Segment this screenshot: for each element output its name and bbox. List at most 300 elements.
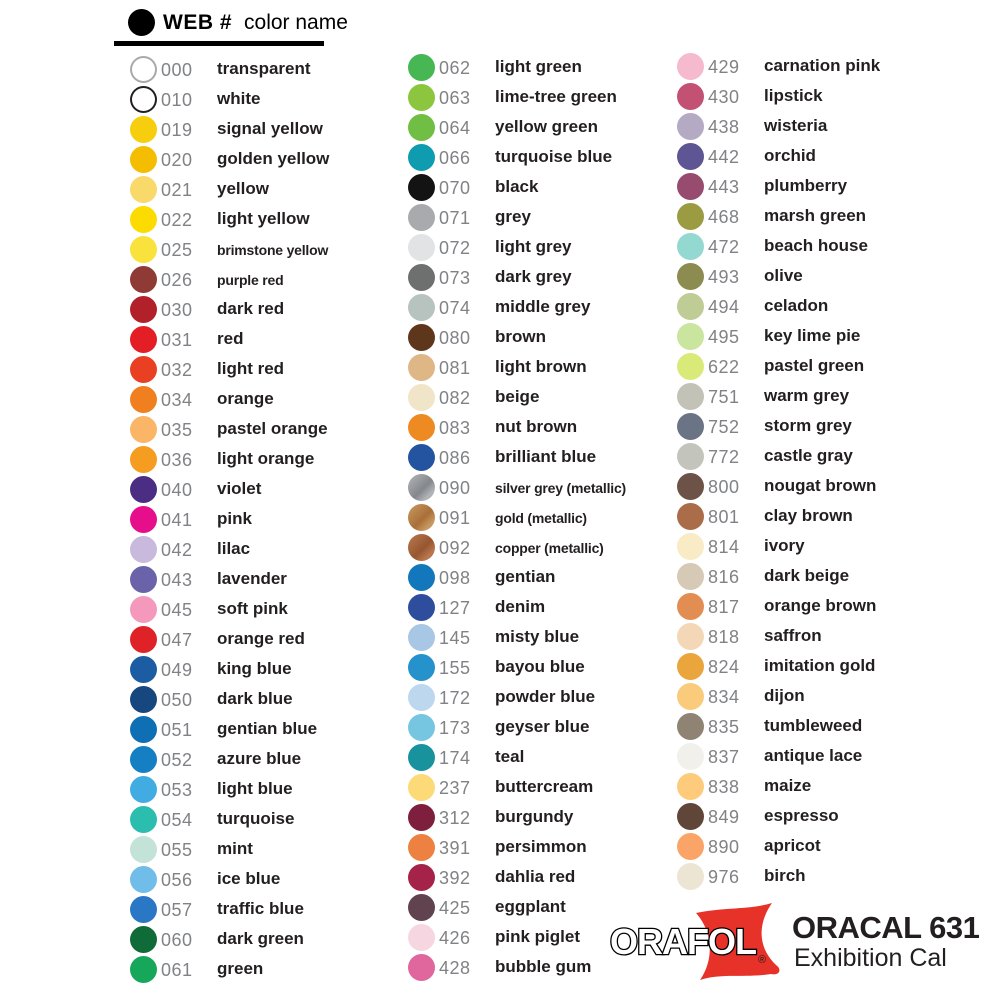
color-row: [130, 325, 408, 355]
color-code: 045: [161, 600, 193, 620]
color-row: [408, 113, 686, 143]
color-row: [408, 173, 686, 203]
color-swatch: [130, 326, 157, 353]
color-swatch: [408, 834, 435, 861]
color-row: [408, 863, 686, 893]
color-name: azure blue: [217, 749, 302, 768]
color-name: espresso: [764, 806, 839, 825]
color-name: imitation gold: [764, 656, 876, 675]
color-code: 426: [439, 928, 471, 948]
color-name: marsh green: [764, 206, 867, 225]
color-swatch: [408, 744, 435, 771]
color-code: 091: [439, 508, 471, 528]
color-row: [408, 383, 686, 413]
color-name: clay brown: [764, 506, 853, 525]
color-row: [130, 385, 408, 415]
color-swatch: [130, 566, 157, 593]
color-name: storm grey: [764, 416, 852, 435]
color-code: 834: [708, 687, 740, 707]
color-swatch: [408, 294, 435, 321]
color-name: grey: [495, 207, 531, 226]
color-swatch: [408, 534, 435, 561]
color-name: yellow green: [495, 117, 598, 136]
color-code: 092: [439, 538, 471, 558]
color-swatch: [408, 624, 435, 651]
color-name: warm grey: [764, 386, 850, 405]
color-swatch: [130, 626, 157, 653]
color-swatch: [677, 113, 704, 140]
color-swatch: [408, 684, 435, 711]
color-code: 438: [708, 117, 740, 137]
color-name: nut brown: [495, 417, 578, 436]
color-name: lipstick: [764, 86, 823, 105]
color-name: gentian: [495, 567, 556, 586]
color-name: denim: [495, 597, 546, 616]
color-row: [408, 533, 686, 563]
color-name: violet: [217, 479, 262, 498]
color-swatch: [408, 924, 435, 951]
color-name: green: [217, 959, 264, 978]
color-name: dark green: [217, 929, 304, 948]
color-swatch: [408, 354, 435, 381]
color-row: [408, 713, 686, 743]
color-code: 494: [708, 297, 740, 317]
color-swatch: [130, 836, 157, 863]
color-name: apricot: [764, 836, 821, 855]
color-code: 072: [439, 238, 471, 258]
color-row: [677, 52, 955, 82]
logo-registered-mark: ®: [758, 954, 767, 966]
color-code: 430: [708, 87, 740, 107]
color-code: 801: [708, 507, 740, 527]
product-subtitle: Exhibition Cal: [794, 944, 947, 972]
color-code: 772: [708, 447, 740, 467]
color-code: 493: [708, 267, 740, 287]
color-swatch: [677, 323, 704, 350]
color-code: 047: [161, 630, 193, 650]
color-name: ivory: [764, 536, 805, 555]
color-code: 081: [439, 358, 471, 378]
color-swatch: [130, 896, 157, 923]
color-name: red: [217, 329, 244, 348]
color-row: [677, 322, 955, 352]
color-swatch: [130, 356, 157, 383]
color-swatch: [677, 833, 704, 860]
color-swatch: [130, 656, 157, 683]
color-swatch: [408, 264, 435, 291]
color-name: birch: [764, 866, 806, 885]
color-swatch: [130, 926, 157, 953]
color-name: dahlia red: [495, 867, 576, 886]
color-name: light grey: [495, 237, 572, 256]
color-swatch: [130, 716, 157, 743]
color-row: [677, 592, 955, 622]
color-row: [408, 803, 686, 833]
color-name: bayou blue: [495, 657, 585, 676]
color-swatch: [130, 116, 157, 143]
color-code: 800: [708, 477, 740, 497]
color-name: light brown: [495, 357, 587, 376]
color-row: [677, 532, 955, 562]
color-row: [130, 145, 408, 175]
legend-swatch-icon: [128, 9, 155, 36]
color-swatch: [408, 564, 435, 591]
color-code: 890: [708, 837, 740, 857]
color-swatch: [677, 443, 704, 470]
color-code: 022: [161, 210, 193, 230]
color-name: orange red: [217, 629, 305, 648]
color-code: 036: [161, 450, 193, 470]
color-swatch: [408, 114, 435, 141]
color-name: lilac: [217, 539, 251, 558]
color-swatch: [408, 864, 435, 891]
color-row: [408, 203, 686, 233]
color-code: 145: [439, 628, 471, 648]
color-code: 053: [161, 780, 193, 800]
color-row: [677, 412, 955, 442]
color-swatch: [130, 266, 157, 293]
color-code: 173: [439, 718, 471, 738]
color-name: brilliant blue: [495, 447, 597, 466]
color-row: [677, 232, 955, 262]
color-swatch: [408, 84, 435, 111]
color-row: [677, 352, 955, 382]
color-row: [677, 292, 955, 322]
color-row: [408, 293, 686, 323]
color-name: dark blue: [217, 689, 293, 708]
color-swatch: [130, 536, 157, 563]
color-row: [130, 505, 408, 535]
color-swatch: [677, 473, 704, 500]
color-code: 032: [161, 360, 193, 380]
color-row: [130, 925, 408, 955]
color-code: 031: [161, 330, 193, 350]
color-name: bubble gum: [495, 957, 592, 976]
legend-colorname-label: color name: [244, 11, 348, 34]
color-name: castle gray: [764, 446, 853, 465]
color-code: 025: [161, 240, 193, 260]
color-code: 080: [439, 328, 471, 348]
color-row: [130, 835, 408, 865]
color-row: [130, 175, 408, 205]
color-swatch: [130, 776, 157, 803]
color-name: teal: [495, 747, 525, 766]
color-swatch: [408, 384, 435, 411]
color-name: powder blue: [495, 687, 596, 706]
color-code: 055: [161, 840, 193, 860]
color-row: [130, 805, 408, 835]
color-row: [677, 472, 955, 502]
color-code: 049: [161, 660, 193, 680]
color-row: [677, 742, 955, 772]
color-name: silver grey (metallic): [495, 480, 626, 496]
color-row: [130, 775, 408, 805]
color-row: [677, 382, 955, 412]
color-swatch: [130, 686, 157, 713]
color-row: [677, 172, 955, 202]
color-code: 020: [161, 150, 193, 170]
color-name: purple red: [217, 272, 284, 288]
color-row: [408, 833, 686, 863]
color-name: light green: [495, 57, 582, 76]
color-name: burgundy: [495, 807, 574, 826]
color-row: [408, 773, 686, 803]
color-swatch: [130, 866, 157, 893]
color-code: 391: [439, 838, 471, 858]
color-row: [408, 323, 686, 353]
color-code: 086: [439, 448, 471, 468]
color-row: [408, 143, 686, 173]
color-row: [130, 745, 408, 775]
color-row: [130, 955, 408, 985]
color-name: pastel orange: [217, 419, 328, 438]
color-name: orange brown: [764, 596, 877, 615]
color-name: dijon: [764, 686, 805, 705]
color-swatch: [130, 176, 157, 203]
color-code: 043: [161, 570, 193, 590]
color-code: 042: [161, 540, 193, 560]
color-code: 172: [439, 688, 471, 708]
color-row: [130, 475, 408, 505]
color-swatch: [130, 146, 157, 173]
color-name: lime-tree green: [495, 87, 617, 106]
color-row: [677, 112, 955, 142]
color-row: [677, 652, 955, 682]
color-swatch: [408, 804, 435, 831]
color-row: [408, 623, 686, 653]
color-code: 010: [161, 90, 193, 110]
color-row: [130, 595, 408, 625]
color-swatch: [130, 416, 157, 443]
color-name: turquoise: [217, 809, 295, 828]
color-swatch: [677, 863, 704, 890]
color-code: 174: [439, 748, 471, 768]
color-name: light blue: [217, 779, 293, 798]
color-name: pink piglet: [495, 927, 580, 946]
color-name: celadon: [764, 296, 829, 315]
color-swatch: [677, 773, 704, 800]
color-name: orange: [217, 389, 274, 408]
legend-header: [163, 11, 348, 35]
color-name: beach house: [764, 236, 868, 255]
color-name: yellow: [217, 179, 269, 198]
color-row: [677, 772, 955, 802]
color-code: 237: [439, 778, 471, 798]
color-name: black: [495, 177, 539, 196]
color-row: [130, 535, 408, 565]
color-row: [408, 503, 686, 533]
color-row: [130, 235, 408, 265]
color-swatch: [408, 144, 435, 171]
color-name: copper (metallic): [495, 540, 604, 556]
color-row: [677, 142, 955, 172]
color-code: 837: [708, 747, 740, 767]
color-name: turquoise blue: [495, 147, 613, 166]
color-row: [408, 233, 686, 263]
color-row: [130, 355, 408, 385]
color-code: 429: [708, 57, 740, 77]
color-code: 312: [439, 808, 471, 828]
color-swatch: [408, 324, 435, 351]
color-row: [677, 832, 955, 862]
color-code: 818: [708, 627, 740, 647]
color-code: 849: [708, 807, 740, 827]
color-column-1: [130, 55, 408, 985]
color-swatch: [130, 206, 157, 233]
color-code: 041: [161, 510, 193, 530]
orafol-logo: [608, 901, 794, 989]
color-swatch: [130, 746, 157, 773]
color-swatch: [408, 504, 435, 531]
color-name: geyser blue: [495, 717, 590, 736]
color-code: 040: [161, 480, 193, 500]
color-row: [677, 82, 955, 112]
color-code: 070: [439, 178, 471, 198]
color-row: [408, 473, 686, 503]
color-row: [408, 593, 686, 623]
color-row: [130, 55, 408, 85]
color-name: misty blue: [495, 627, 580, 646]
color-row: [130, 895, 408, 925]
color-name: signal yellow: [217, 119, 323, 138]
color-name: brimstone yellow: [217, 242, 329, 258]
color-name: plumberry: [764, 176, 848, 195]
color-row: [408, 653, 686, 683]
color-swatch: [677, 593, 704, 620]
color-name: persimmon: [495, 837, 587, 856]
color-name: dark red: [217, 299, 285, 318]
color-row: [130, 655, 408, 685]
color-code: 752: [708, 417, 740, 437]
color-name: beige: [495, 387, 540, 406]
color-swatch: [677, 53, 704, 80]
color-code: 021: [161, 180, 193, 200]
color-code: 816: [708, 567, 740, 587]
color-code: 817: [708, 597, 740, 617]
color-code: 074: [439, 298, 471, 318]
color-name: middle grey: [495, 297, 591, 316]
color-swatch: [408, 204, 435, 231]
color-swatch: [130, 296, 157, 323]
color-code: 066: [439, 148, 471, 168]
color-swatch: [408, 54, 435, 81]
color-name: lavender: [217, 569, 287, 588]
color-code: 392: [439, 868, 471, 888]
color-code: 035: [161, 420, 193, 440]
color-name: gold (metallic): [495, 510, 587, 526]
color-swatch: [677, 623, 704, 650]
color-row: [408, 413, 686, 443]
color-row: [408, 83, 686, 113]
color-swatch: [408, 234, 435, 261]
color-swatch: [408, 654, 435, 681]
color-swatch: [677, 293, 704, 320]
color-code: 062: [439, 58, 471, 78]
color-swatch: [130, 596, 157, 623]
color-swatch: [130, 56, 157, 83]
color-name: light yellow: [217, 209, 310, 228]
color-code: 051: [161, 720, 193, 740]
color-name: key lime pie: [764, 326, 861, 345]
color-swatch: [677, 203, 704, 230]
color-row: [130, 715, 408, 745]
color-code: 026: [161, 270, 193, 290]
color-code: 425: [439, 898, 471, 918]
color-row: [130, 85, 408, 115]
color-name: dark beige: [764, 566, 850, 585]
color-swatch: [677, 173, 704, 200]
color-swatch: [130, 956, 157, 983]
color-swatch: [677, 683, 704, 710]
color-swatch: [130, 506, 157, 533]
color-swatch: [677, 143, 704, 170]
color-row: [677, 502, 955, 532]
color-name: white: [217, 89, 261, 108]
color-row: [130, 205, 408, 235]
color-code: 061: [161, 960, 193, 980]
logo-wordmark: ORAFOL: [610, 921, 756, 962]
color-row: [130, 415, 408, 445]
color-swatch: [408, 474, 435, 501]
color-name: wisteria: [764, 116, 828, 135]
color-column-2: [408, 53, 686, 983]
color-name: tumbleweed: [764, 716, 863, 735]
color-code: 098: [439, 568, 471, 588]
color-name: soft pink: [217, 599, 288, 618]
color-code: 060: [161, 930, 193, 950]
color-code: 824: [708, 657, 740, 677]
color-name: mint: [217, 839, 253, 858]
color-name: carnation pink: [764, 56, 881, 75]
color-swatch: [677, 803, 704, 830]
color-swatch: [130, 476, 157, 503]
color-swatch: [677, 563, 704, 590]
color-code: 073: [439, 268, 471, 288]
color-row: [677, 682, 955, 712]
color-row: [677, 262, 955, 292]
color-swatch: [677, 713, 704, 740]
color-swatch: [408, 954, 435, 981]
color-row: [408, 53, 686, 83]
legend-web-label: WEB #: [163, 11, 233, 34]
color-code: 056: [161, 870, 193, 890]
color-name: transparent: [217, 59, 311, 78]
color-swatch: [408, 414, 435, 441]
color-code: 751: [708, 387, 740, 407]
color-swatch: [677, 503, 704, 530]
color-code: 442: [708, 147, 740, 167]
color-code: 127: [439, 598, 471, 618]
color-row: [408, 353, 686, 383]
color-swatch: [130, 386, 157, 413]
color-name: gentian blue: [217, 719, 318, 738]
color-code: 063: [439, 88, 471, 108]
color-code: 976: [708, 867, 740, 887]
color-code: 050: [161, 690, 193, 710]
color-name: maize: [764, 776, 812, 795]
color-swatch: [677, 83, 704, 110]
color-code: 155: [439, 658, 471, 678]
color-row: [408, 443, 686, 473]
color-row: [408, 563, 686, 593]
color-code: 814: [708, 537, 740, 557]
color-swatch: [408, 714, 435, 741]
color-name: light orange: [217, 449, 315, 468]
color-name: olive: [764, 266, 803, 285]
color-swatch: [130, 236, 157, 263]
color-name: pastel green: [764, 356, 865, 375]
color-swatch: [677, 233, 704, 260]
